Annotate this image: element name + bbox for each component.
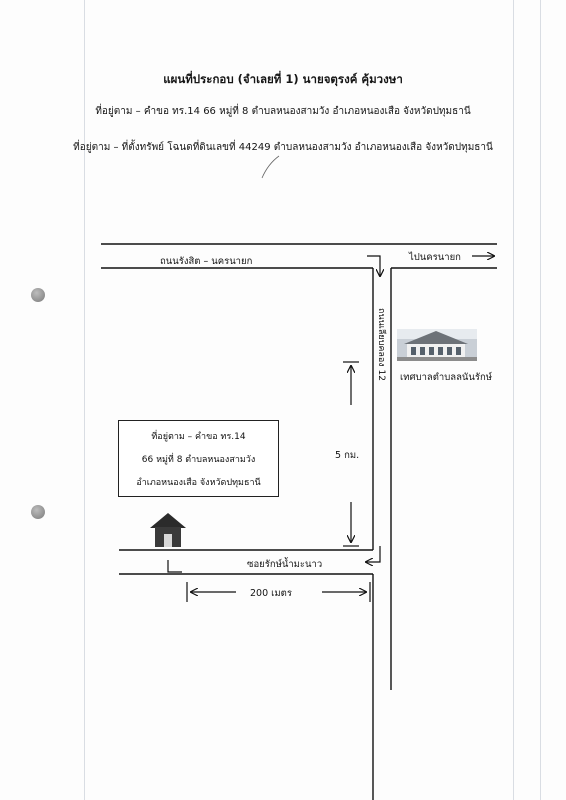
landmark-label: เทศบาลตำบลลนันรักษ์ <box>400 372 493 383</box>
address-box-line: 66 หมู่ที่ 8 ตำบลหนองสามวัง <box>141 455 256 465</box>
side-road-label: ถนนเลียบคลอง 12 <box>376 308 386 381</box>
address-line-property: ที่อยู่ตาม – ที่ตั้งทรัพย์ โฉนดที่ดินเลขที่ 44249 ตำบลหนองสามวัง อำเภอหนองเสือ จังหวัดปทุมธานี <box>73 142 493 153</box>
house-pointer <box>168 560 182 572</box>
address-box-line: อำเภอหนองเสือ จังหวัดปทุมธานี <box>136 478 261 488</box>
address-box-line: ที่อยู่ตาม – คำขอ ทร.14 <box>151 432 246 442</box>
main-road-label: ถนนรังสิต – นครนายก <box>160 256 253 267</box>
soi-road <box>119 550 373 574</box>
document-title: แผนที่ประกอบ (จำเลยที่ 1) นายจตุรงค์ คุ้มวงษา <box>163 72 403 86</box>
pen-mark <box>262 156 279 178</box>
address-box <box>118 420 279 497</box>
address-line-request: ที่อยู่ตาม – คำขอ ทร.14 66 หมู่ที่ 8 ตำบลหนองสามวัง อำเภอหนองเสือ จังหวัดปทุมธานี <box>95 106 471 117</box>
soi-label: ซอยรักษ์น้ำมะนาว <box>247 559 323 570</box>
distance-horizontal-label: 200 เมตร <box>250 588 292 599</box>
landmark-building-icon <box>397 329 477 361</box>
house-icon <box>150 513 186 547</box>
direction-label: ไปนครนายก <box>409 252 461 263</box>
distance-vertical-label: 5 กม. <box>335 450 360 461</box>
